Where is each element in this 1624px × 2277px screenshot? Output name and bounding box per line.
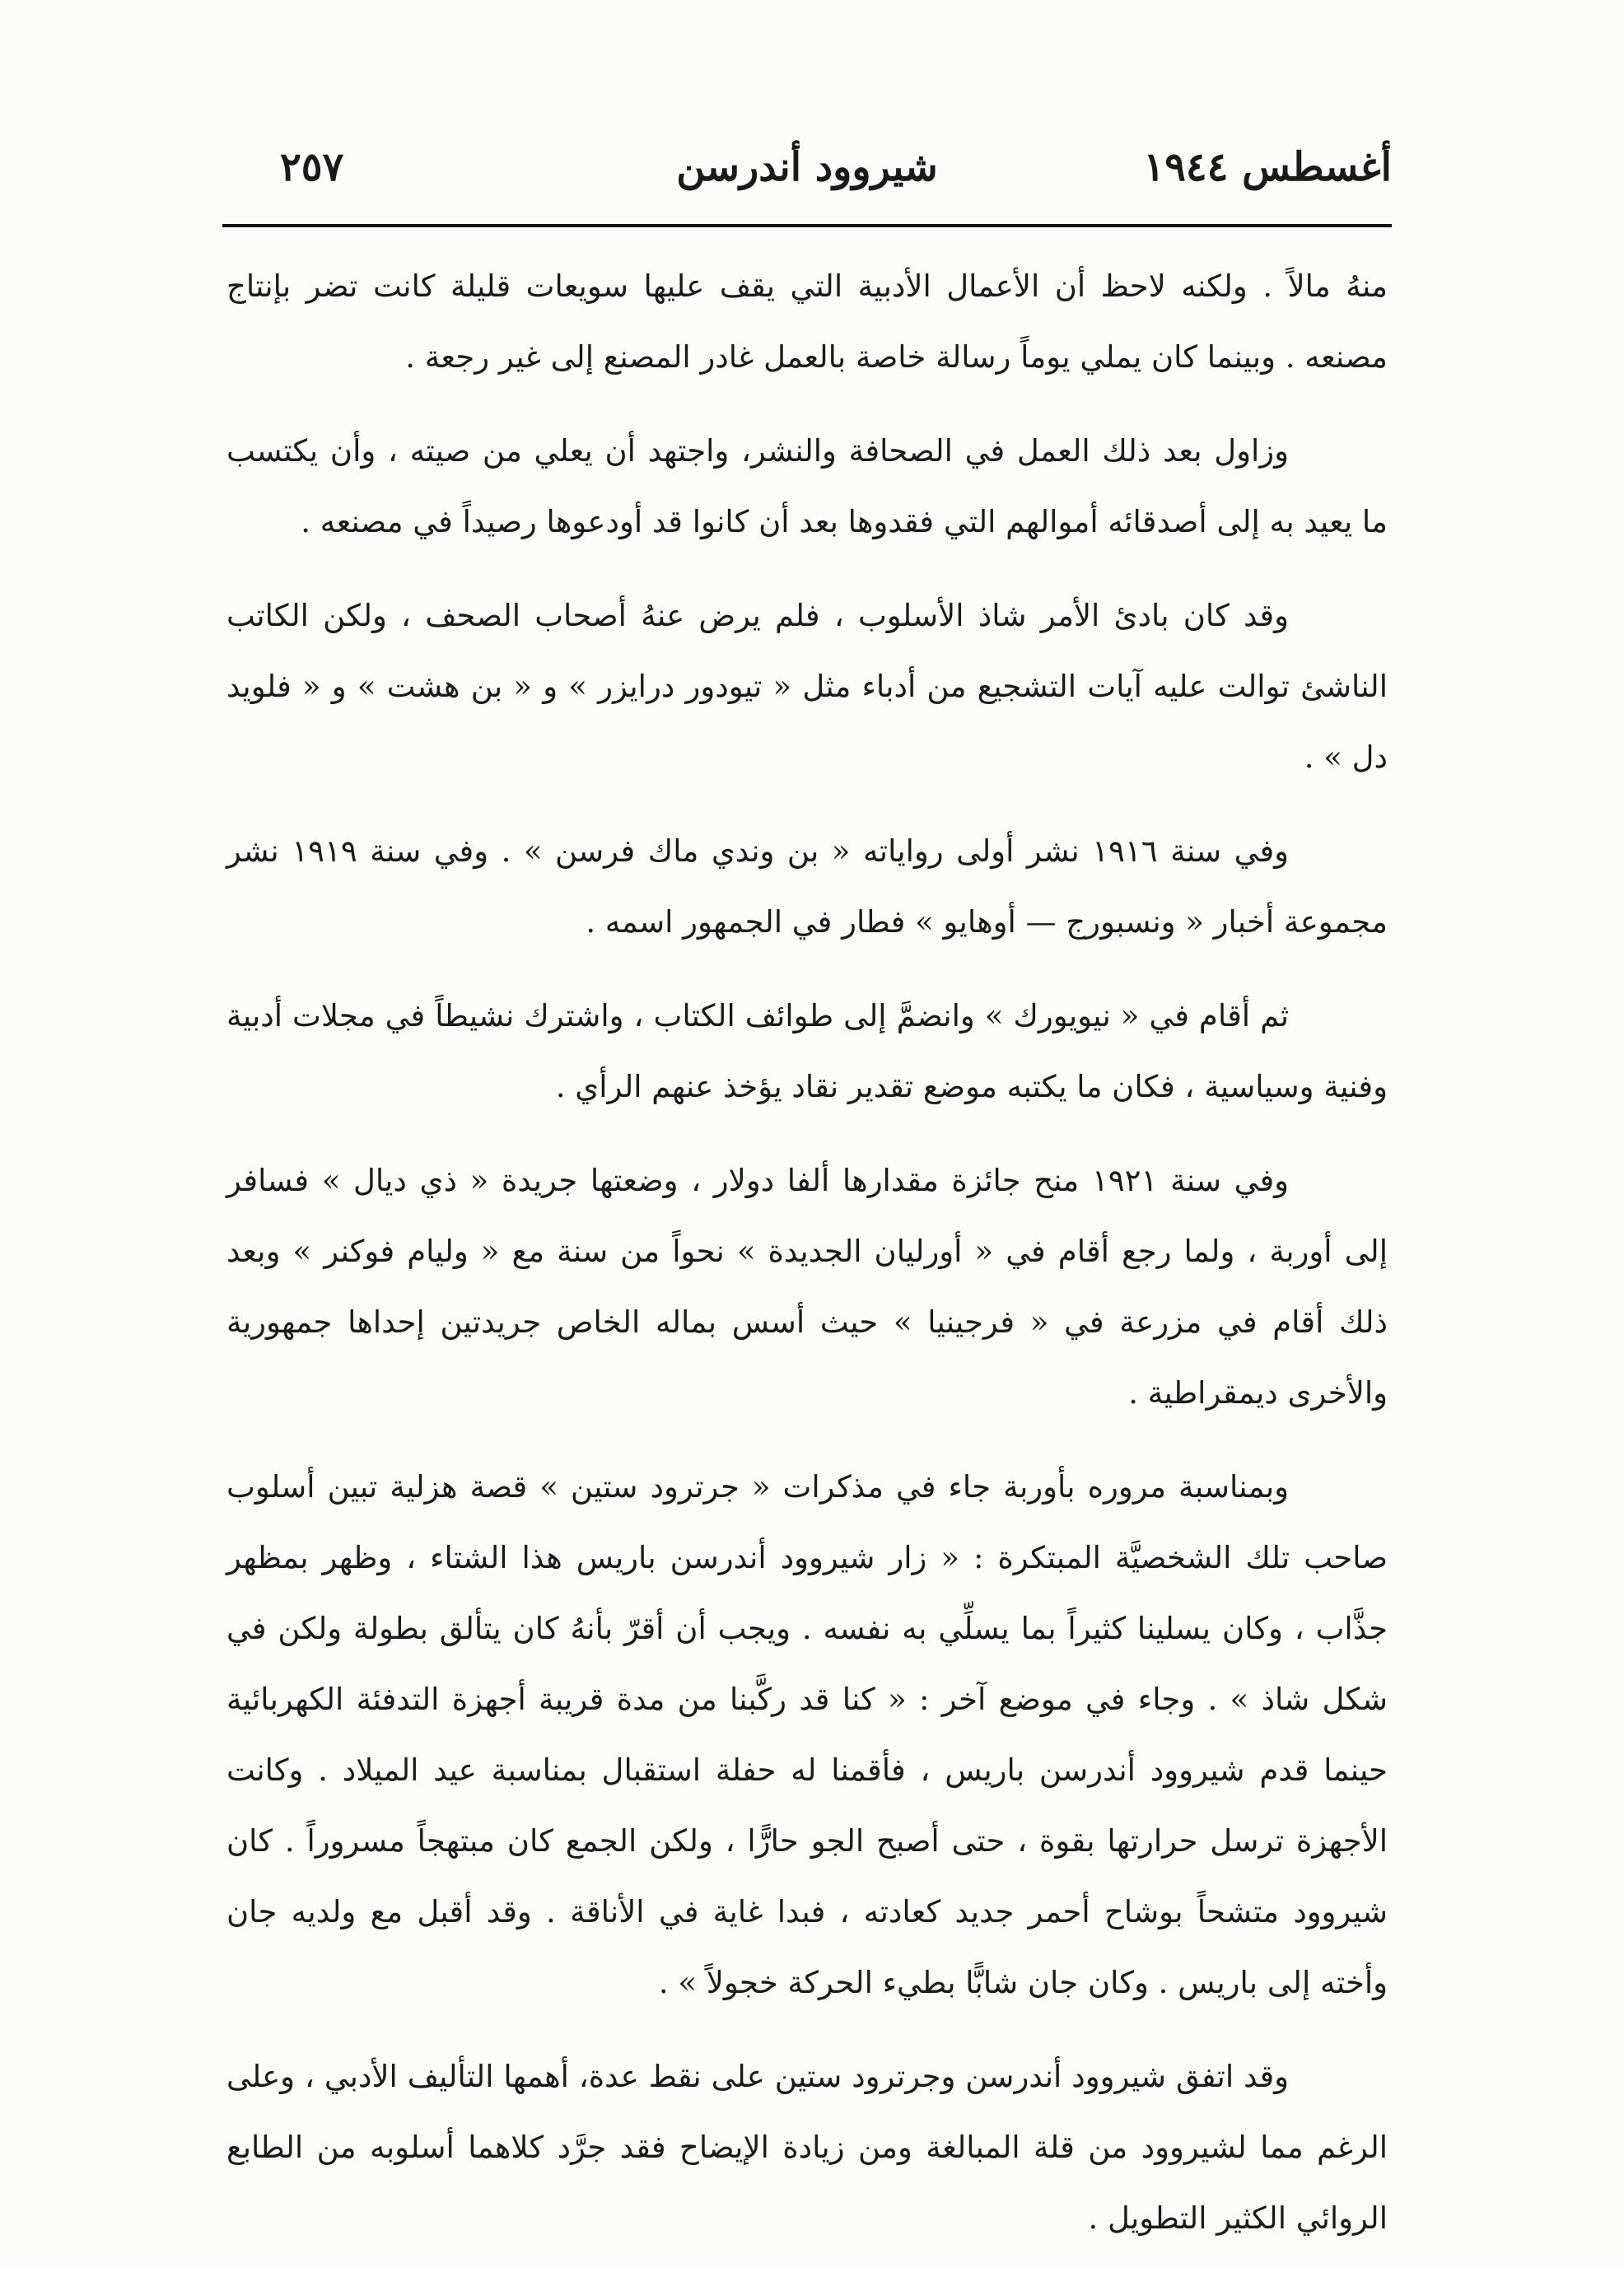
paragraph-8: وقد اتفق شيروود أندرسن وجرترود ستين على نقط عدة، أهمها التأليف الأدبي ، وعلى الرغم مما لشيروود من قلة المبالغة ومن زيادة الإيضاح فقد جرَّد كلاهما أسلوبه من الطابع الروائي الكثير التطويل .: [226, 2059, 1388, 2236]
paragraph-2: وزاول بعد ذلك العمل في الصحافة والنشر، واجتهد أن يعلي من صيته ، وأن يكتسب ما يعيد به إلى أصدقائه أموالهم التي فقدوها بعد أن كانوا قد أودعوها رصيداً في مصنعه .: [226, 433, 1388, 539]
paragraph-3: وقد كان بادئ الأمر شاذ الأسلوب ، فلم يرض عنهُ أصحاب الصحف ، ولكن الكاتب الناشئ توالت عليه آيات التشجيع من أدباء مثل « تيودور درايزر » و « بن هشت » و « فلويد دل » .: [226, 598, 1388, 775]
article-body: [226, 251, 1388, 2277]
paragraph-1: منهُ مالاً . ولكنه لاحظ أن الأعمال الأدبية التي يقف عليها سويعات قليلة كانت تضر بإنتاج مصنعه . وبينما كان يملي يوماً رسالة خاصة بالعمل غادر المصنع إلى غير رجعة .: [226, 268, 1388, 375]
header-title: شيروود أندرسن: [676, 144, 938, 190]
paragraph-6: وفي سنة ١٩٢١ منح جائزة مقدارها ألفا دولار ، وضعتها جريدة « ذي ديال » فسافر إلى أوربة ، ولما رجع أقام في « أورليان الجديدة » نحواً من سنة مع « وليام فوكنر » وبعد ذلك أقام في مزرعة في « فرجينيا » حيث أسس بماله الخاص جريدتين إحداها جمهورية والأخرى ديمقراطية .: [226, 1163, 1388, 1411]
header-rule: [222, 224, 1392, 227]
paragraph-4: وفي سنة ١٩١٦ نشر أولى رواياته « بن وندي ماك فرسن » . وفي سنة ١٩١٩ نشر مجموعة أخبار « ونسبورج — أوهايو » فطار في الجمهور اسمه .: [226, 833, 1388, 940]
page-number: ٢٥٧: [280, 144, 344, 190]
running-header: [222, 136, 1392, 210]
paragraph-7: وبمناسبة مروره بأوربة جاء في مذكرات « جرترود ستين » قصة هزلية تبين أسلوب صاحب تلك الشخصيَّة المبتكرة : « زار شيروود أندرسن باريس هذا الشتاء ، وظهر بمظهر جذَّاب ، وكان يسلينا كثيراً بما يسلِّي به نفسه . ويجب أن أقرّ بأنهُ كان يتألق بطولة ولكن في شكل شاذ » . وجاء في موضع آخر : « كنا قد ركَّبنا من مدة قريبة أجهزة التدفئة الكهربائية حينما قدم شيروود أندرسن باريس ، فأقمنا له حفلة استقبال بمناسبة عيد الميلاد . وكانت الأجهزة ترسل حرارتها بقوة ، حتى أصبح الجو حارًّا ، ولكن الجمع كان مبتهجاً مسروراً . كان شيروود متشحاً بوشاح أحمر جديد كعادته ، فبدا غاية في الأناقة . وقد أقبل مع ولديه جان وأخته إلى باريس . وكان جان شابًّا بطيء الحركة خجولاً » .: [226, 1469, 1388, 2000]
paragraph-5: ثم أقام في « نيويورك » وانضمَّ إلى طوائف الكتاب ، واشترك نشيطاً في مجلات أدبية وفنية وسياسية ، فكان ما يكتبه موضع تقدير نقاد يؤخذ عنهم الرأي .: [226, 998, 1388, 1104]
header-date: أغسطس ١٩٤٤: [1143, 144, 1392, 190]
